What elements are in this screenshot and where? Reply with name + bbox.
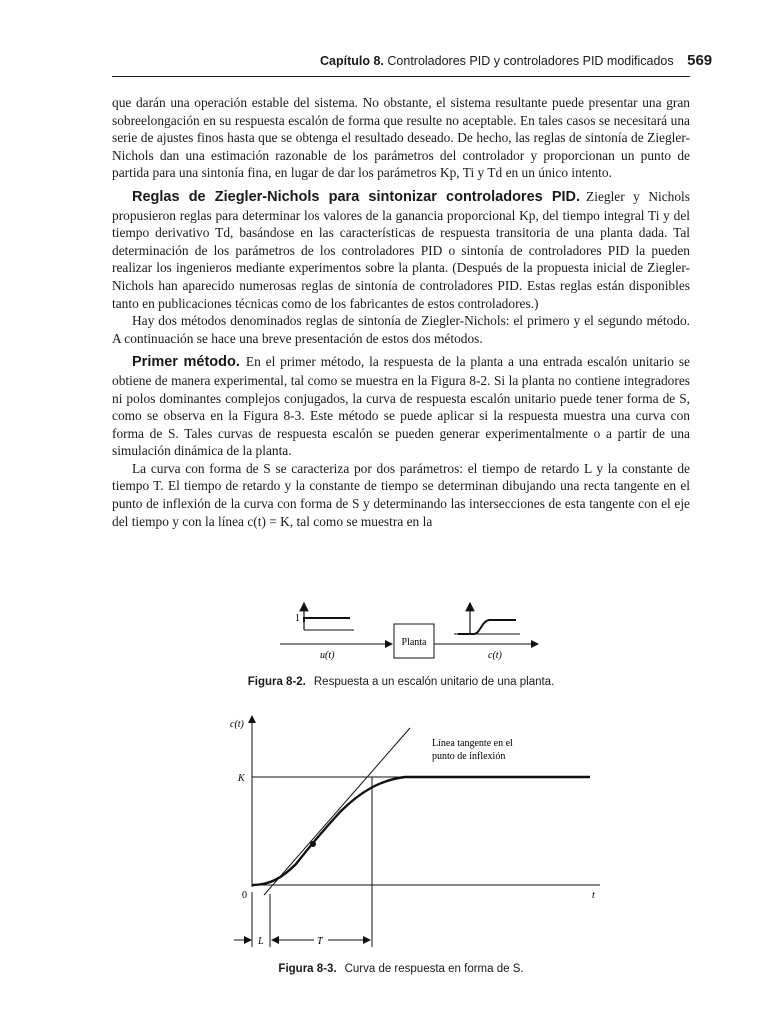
section-paragraph [112,188,690,312]
caption-text: Curva de respuesta en forma de S. [344,963,524,975]
section-title: Primer método. [132,354,240,371]
caption-text: Respuesta a un escalón unitario de una planta. [313,676,555,688]
s-curve [252,777,590,885]
chapter-number: Capítulo 8. [320,54,384,68]
section-title: Reglas de Ziegler-Nichols para sintonizar controladores PID. [132,188,581,205]
t-dimension-label: T [317,936,323,947]
caption-number: Figura 8-2. [247,676,306,688]
l-dimension-label: L [258,936,264,947]
k-level-label: K [238,773,245,784]
paragraph: La curva con forma de S se caracteriza por dos parámetros: el tiempo de retardo L y la constante de tiempo T. El tiempo de retardo y la constante de tiempo se determinan dibujando una recta tangente en el punto de inflexión de la curva con forma de S y determinando las intersecciones de esta tangente con el eje del tiempo y con la línea c(t) = K, tal como se muestra en la [112,460,690,529]
figure-8-2-caption [112,676,690,688]
x-axis-label: t [592,890,595,901]
inflection-point [310,841,316,847]
output-signal-label: c(t) [488,650,502,661]
input-signal-label: u(t) [320,650,335,661]
paragraph: que darán una operación estable del sistema. No obstante, el sistema resultante puede presentar una gran sobreelongación en su respuesta escalón de forma que resulte no aceptable. En tales casos se necesitará una serie de ajustes finos hasta que se obtenga el resultado deseado. De hecho, las reglas de sintonía de Ziegler-Nichols dan una estimación razonable de los parámetros del controlador y proporcionan un punto de partida para una sintonía fina, en lugar de dar los parámetros Kp, Ti y Td en un único intento. [112,95,690,181]
chapter-title: Controladores PID y controladores PID modificados [387,54,674,68]
paragraph: Hay dos métodos denominados reglas de sintonía de Ziegler-Nichols: el primero y el segundo método. A continuación se hace una breve presentación de estos dos métodos. [112,313,690,346]
y-axis-label: c(t) [230,719,244,730]
section-paragraph [112,353,690,460]
body-text [112,94,690,530]
output-response-curve [458,620,516,634]
step-level-label: 1 [295,613,300,624]
figure-8-3-caption [112,963,690,975]
tangent-label-line-1: Línea tangente en el [432,738,513,749]
tangent-line [264,728,410,895]
figure-8-2 [280,600,540,668]
origin-label: 0 [242,890,247,901]
input-step-curve [304,618,350,622]
plant-block-label: Planta [401,637,427,648]
page-number: 569 [687,52,713,69]
tangent-label-line-2: punto de inflexión [432,751,506,762]
paragraph-text: En el primer método, la respuesta de la planta a una entrada escalón unitario se obtiene de manera experimental, tal como se muestra en la Figura 8-2. Si la planta no contiene integradores ni polos dominantes complejos conjugados, la curva de respuesta escalón unitario puede tener forma de S, como se observa en la Figura 8-3. Este método se puede aplicar si la respuesta muestra una curva con forma de S. Tales curvas de respuesta escalón se pueden generar experimentalmente o a partir de una simulación dinámica de la planta. [112,354,690,459]
paragraph-text: Ziegler y Nichols propusieron reglas para determinar los valores de la ganancia proporcional Kp, del tiempo integral Ti y del tiempo derivativo Td, basándose en las características de respuesta transitoria de una planta dada. Tal determinación de los parámetros de los controladores PID o sintonía de controladores PID la pueden realizar los ingenieros mediante experimentos sobre la planta. (Después de la propuesta inicial de Ziegler-Nichols han aparecido numerosas reglas de sintonía de controladores PID. Estas reglas están disponibles tanto en publicaciones técnicas como de los fabricantes de estos controladores.) [112,188,690,311]
figure-8-3 [220,712,610,956]
caption-number: Figura 8-3. [278,963,337,975]
running-header [320,52,713,72]
header-rule [112,76,690,77]
